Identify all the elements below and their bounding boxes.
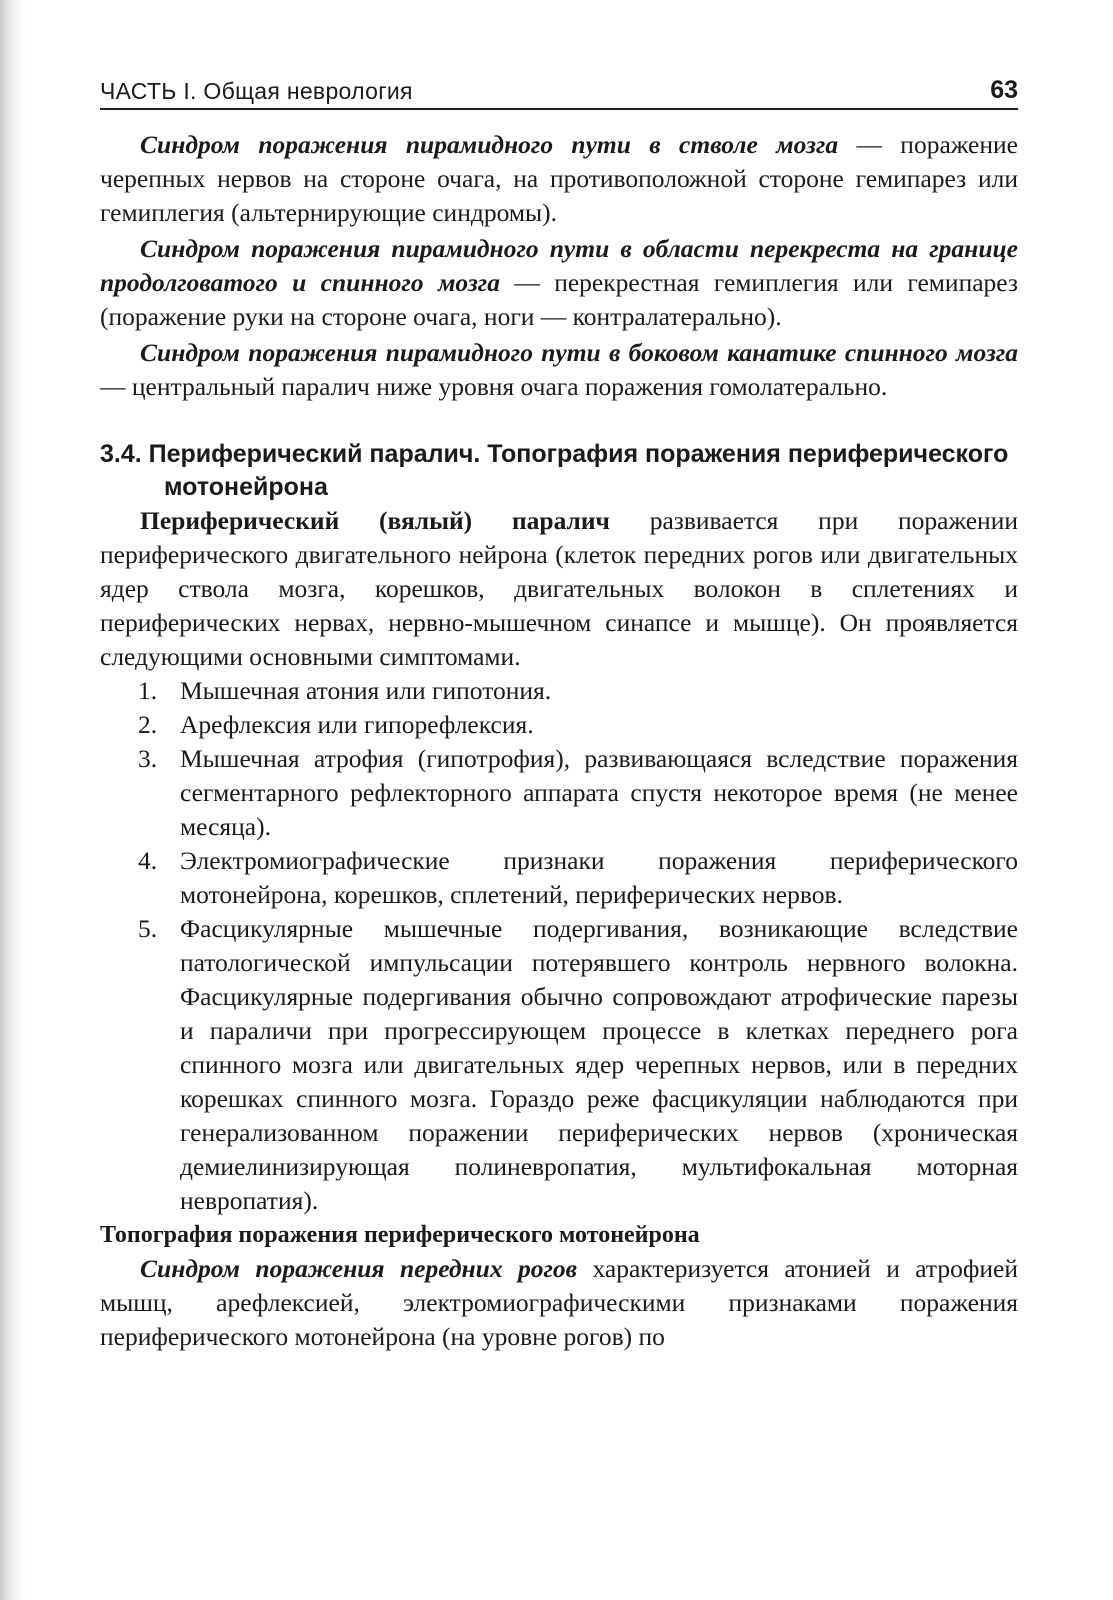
- list-item-text: Мышечная атония или гипотония.: [180, 676, 552, 705]
- symptom-list: [100, 674, 1018, 1218]
- list-number: 5.: [138, 914, 158, 943]
- running-head-title: ЧАСТЬ I. Общая неврология: [100, 78, 413, 104]
- paragraph-text: развивается при поражении периферического двигательного нейрона (клеток передних рогов или двигательных ядер ствола мозга, корешков, двигательных волокон в сплетениях и периферических нервах, нервно-мышечном синапсе и мышце). Он проявляется следующими основными симптомами.: [100, 506, 1018, 671]
- list-number: 1.: [138, 676, 158, 705]
- paragraph-text: — поражение черепных нервов на стороне очага, на противоположной стороне гемипарез или гемиплегия (альтернирующие синдромы).: [100, 130, 1018, 227]
- scan-edge-shadow: [0, 0, 26, 1600]
- list-item-text: Фасцикулярные мышечные подергивания, возникающие вследствие патологической импульсации потерявшего контроль нервного волокна. Фасцикулярные подергивания обычно сопровождают атрофические парезы и параличи при прогрессирующем процессе в клетках переднего рога спинного мозга или двигательных ядер черепных нервов, или в передних корешках спинного мозга. Гораздо реже фасцикуляции наблюдаются при генерализованном поражении периферических нервов (хроническая демиелинизирующая полиневропатия, мультифокальная моторная невропатия).: [180, 914, 1018, 1215]
- term: Синдром поражения пирамидного пути в боковом канатике спинного мозга: [140, 338, 1018, 367]
- paragraph-text: — перекрестная гемиплегия или гемипарез (поражение руки на стороне очага, ноги — контралатерально).: [100, 268, 1018, 331]
- list-item: [100, 708, 1018, 742]
- list-item: [100, 912, 1018, 1218]
- book-page: [100, 76, 1018, 1354]
- paragraph-anterior-horn-syndrome: [100, 1252, 1018, 1354]
- page-number: 63: [990, 76, 1018, 104]
- running-head: [100, 76, 1018, 110]
- section-heading: 3.4. Периферический паралич. Топография поражения периферического мотонейрона: [100, 440, 1009, 501]
- term: Синдром поражения пирамидного пути в стволе мозга: [140, 130, 839, 159]
- list-item-text: Мышечная атрофия (гипотрофия), развивающаяся вследствие поражения сегментарного рефлекторного аппарата спустя некоторое время (не менее месяца).: [180, 744, 1018, 841]
- paragraph-peripheral-paralysis: [100, 504, 1018, 674]
- list-item-text: Электромиографические признаки поражения периферического мотонейрона, корешков, сплетений, периферических нервов.: [180, 846, 1018, 909]
- term: Периферический (вялый) паралич: [140, 506, 610, 535]
- paragraph-brainstem-syndrome: [100, 128, 1018, 230]
- term: Синдром поражения передних рогов: [140, 1254, 578, 1283]
- subheading: Топография поражения периферического мотонейрона: [100, 1222, 700, 1248]
- list-item-text: Арефлексия или гипорефлексия.: [180, 710, 534, 739]
- term: Синдром поражения пирамидного пути в области перекреста на границе продолговатого и спинного мозга: [100, 234, 1018, 297]
- paragraph-text: характеризуется атонией и атрофией мышц, арефлексией, электромиографическими признаками поражения периферического мотонейрона (на уровне рогов) по: [100, 1254, 1018, 1351]
- paragraph-lateral-funiculus-syndrome: [100, 336, 1018, 404]
- list-number: 3.: [138, 744, 158, 773]
- paragraph-decussation-syndrome: [100, 232, 1018, 334]
- list-number: 2.: [138, 710, 158, 739]
- list-item: [100, 844, 1018, 912]
- paragraph-text: — центральный паралич ниже уровня очага поражения гомолатерально.: [100, 372, 888, 401]
- list-item: [100, 742, 1018, 844]
- list-item: [100, 674, 1018, 708]
- list-number: 4.: [138, 846, 158, 875]
